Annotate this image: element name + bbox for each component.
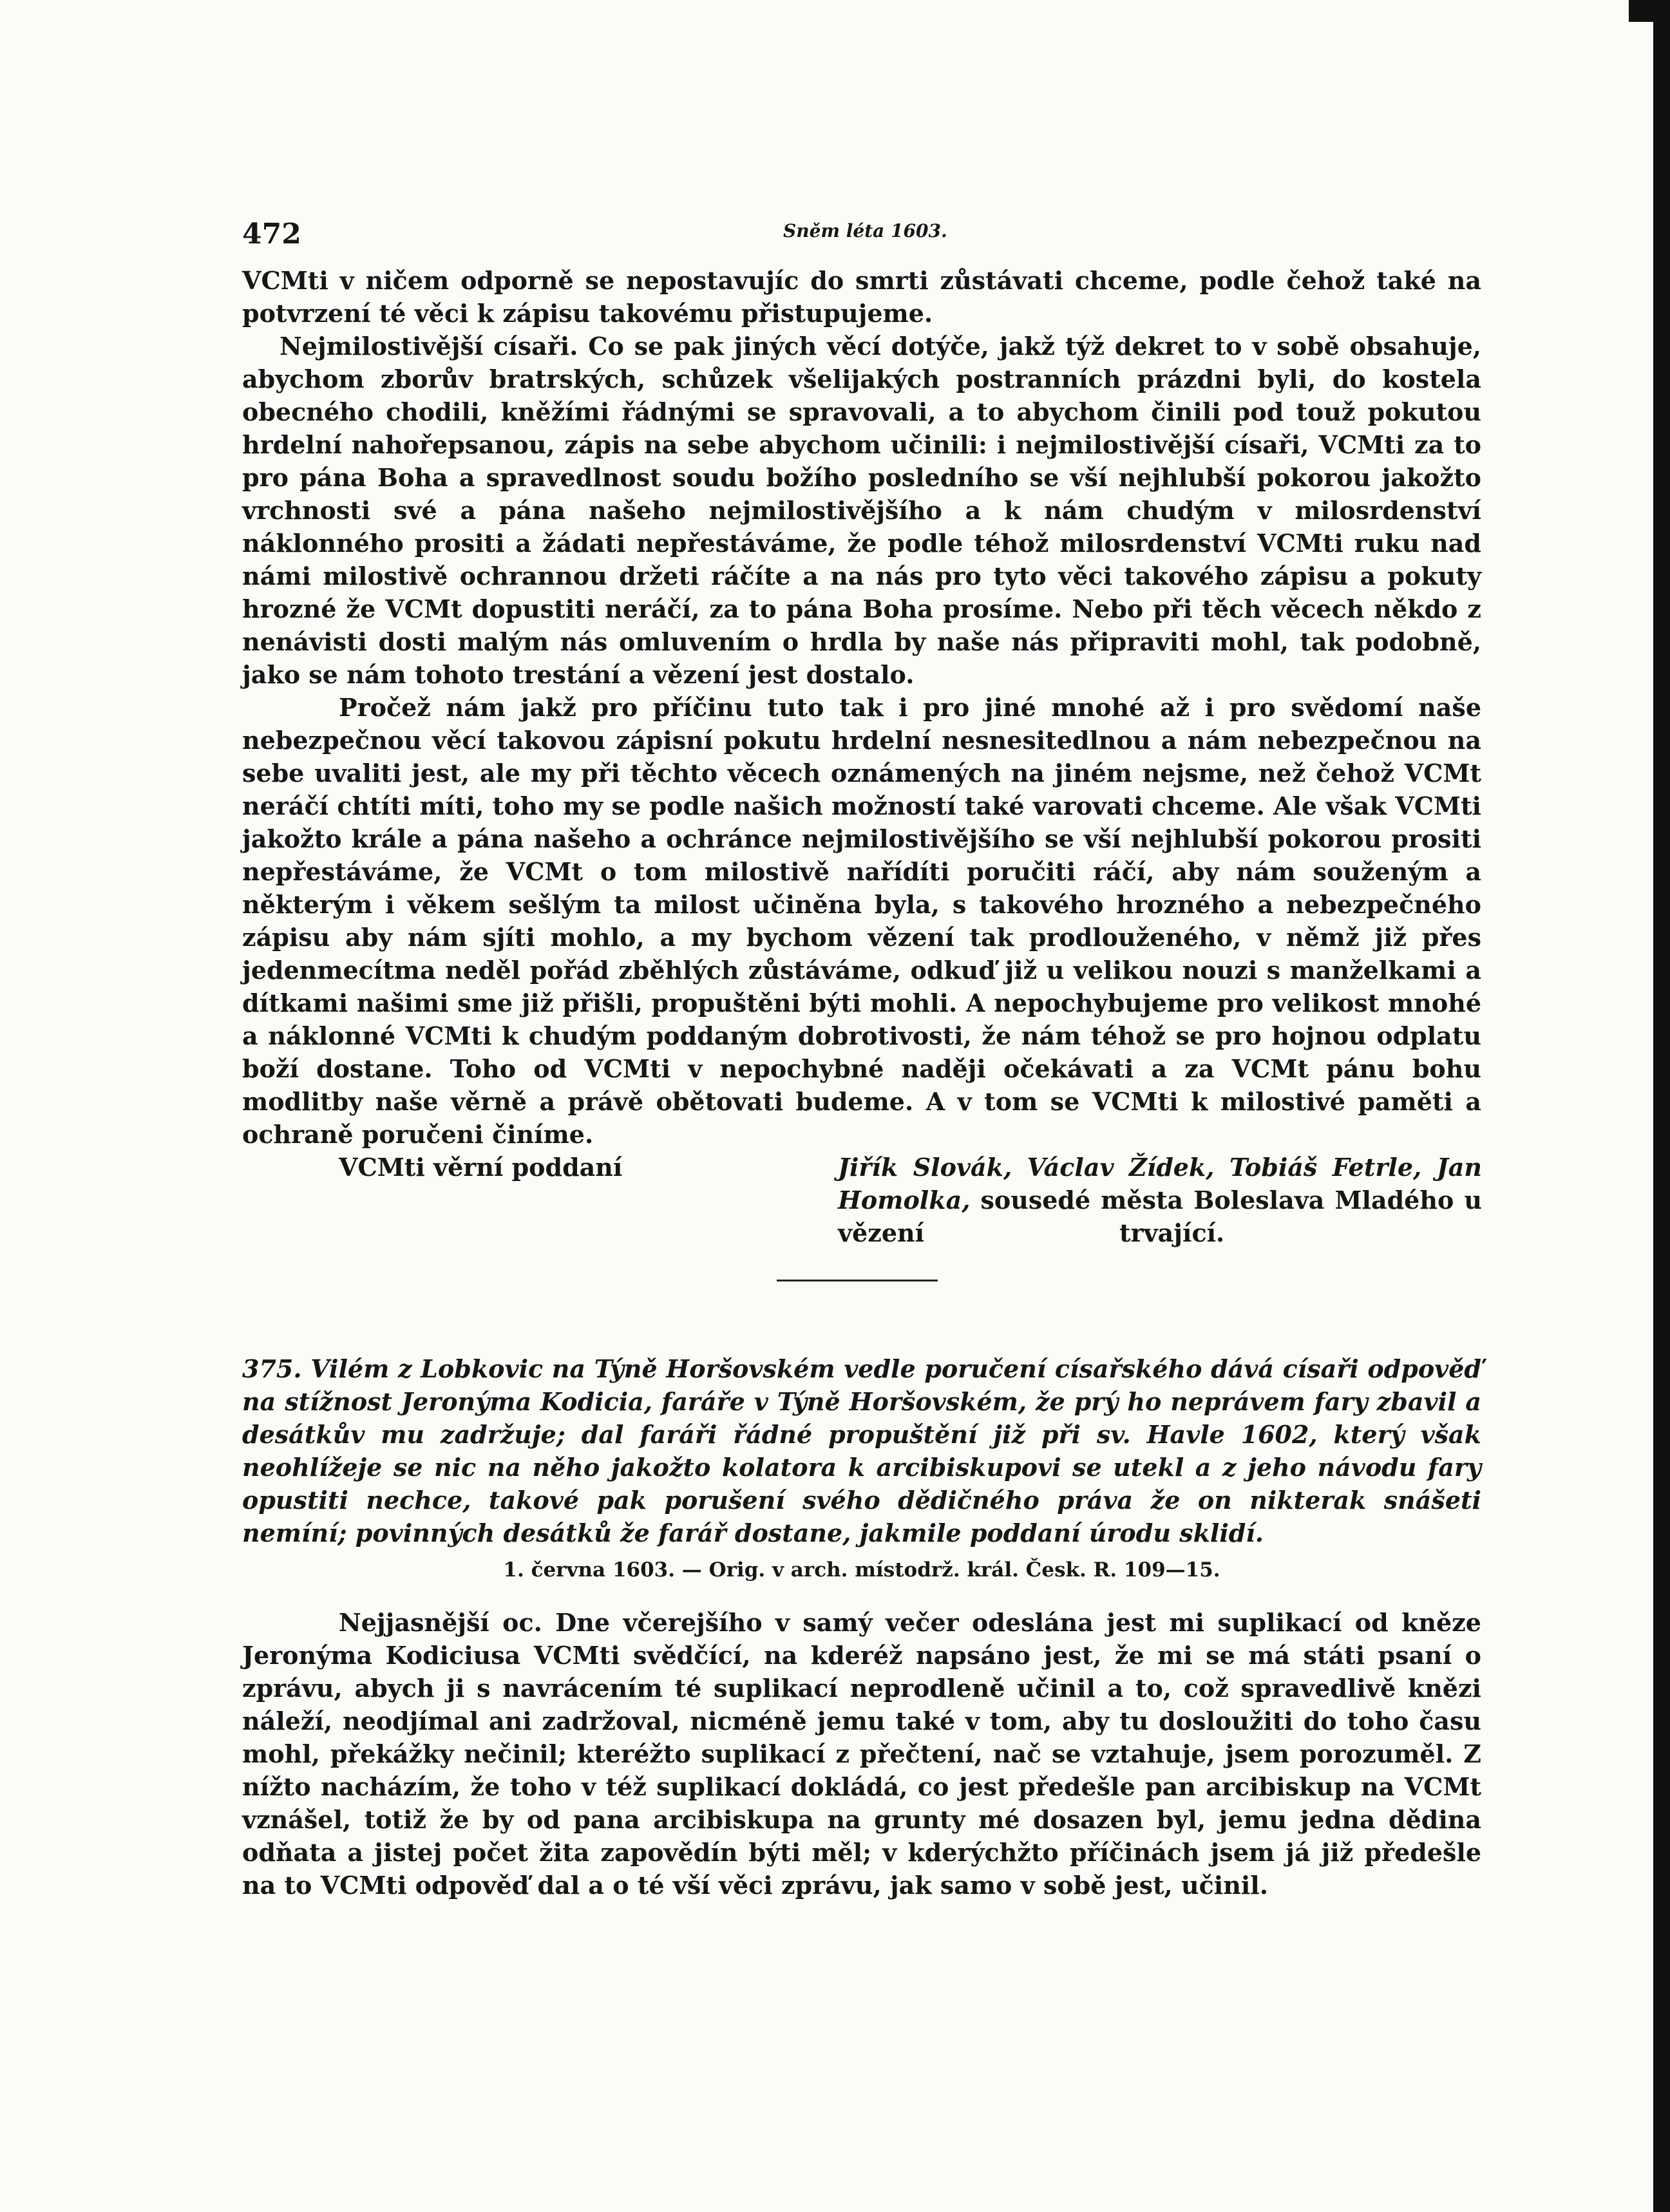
page-number: 472 (242, 218, 301, 251)
entry-summary: 375. Vilém z Lobkovic na Týně Horšovském vedle poručení císařského dává císaři odpověď na stížnost Jeronýma Kodicia, faráře v Týně Horšovském, že prý ho neprávem fary zbavil a desátkův mu zadržuje; dal faráři řádné propuštění již při sv. Havle 1602, který však neohlížeje se nic na něho jakožto kolatora k arcibiskupovi se utekl a z jeho návodu fary opustiti nechce, takové pak porušení svého dědičného práva že on nikterak snášeti nemíní; povinných desátků že farář dostane, jakmile poddaní úrodu sklidí. (242, 1354, 1481, 1547)
running-head: Sněm léta 1603. (783, 220, 947, 241)
signature-block (242, 1151, 1481, 1254)
paragraph: Nejmilostivější císaři. Co se pak jiných věcí dotýče, jakž týž dekret to v sobě obsahuje, abychom zborův bratrských, schůzek všelijakých postranních prázdni byli, do kostela obecného chodili, kněžími řádnými se spravovali, a to abychom činili pod touž pokutou hrdelní nahořepsanou, zápis na sebe abychom učinili: i nejmilostivější císaři, VCMti za to pro pána Boha a spravedlnost soudu božího posledního se vší nejhlubší pokorou jakožto vrchnosti své a pána našeho nejmilostivějšího a k nám chudým v milosrdenství náklonného prositi a žádati nepřestáváme, že podle téhož milosrdenství VCMti ruku nad námi milostivě ochrannou držeti ráčíte a na nás pro tyto věci takového zápisu a pokuty hrozné že VCMt dopustiti neráčí, za to pána Boha prosíme. Nebo při těch věcech někdo z nenávisti dosti malým nás omluvením o hrdla by naše nás připraviti mohl, tak podobně, jako se nám tohoto trestání a vězení jest dostalo. (242, 332, 1481, 689)
page-content (242, 206, 1481, 1902)
letter-continuation (242, 264, 1481, 1254)
scan-corner-shadow (1629, 0, 1670, 22)
signature-description: sousedé města Boleslava Mladého u vězení (838, 1186, 1482, 1247)
section-divider (777, 1280, 938, 1281)
entry-body: Nejjasnější oc. Dne včerejšího v samý večer odeslána jest mi suplikací od kněze Jeronýma Kodiciusa VCMti svědčící, na kderéž napsáno jest, že mi se má státi psaní o zprávu, abych ji s navrácením té suplikací neprodleně učinil a to, což spravedlivě knězi náleží, neodjímal ani zadržoval, nicméně jemu také v tom, aby tu dosloužiti do toho času mohl, překážky nečinil; kteréžto suplikací z přečtení, nač se vztahuje, jsem porozuměl. Z nížto nacházím, že toho v též suplikací dokládá, co jest předešle pan arcibiskup na VCMt vznášel, totiž že by od pana arcibiskupa na grunty mé dosazen byl, jemu jedna dědina odňata a jistej počet žita zapovědín býti měl; v kderýchžto příčinách jsem já již předešle na to VCMti odpověď dal a o té vší věci zprávu, jak samo v sobě jest, učinil. (242, 1608, 1481, 1900)
scan-edge-shadow (1653, 0, 1670, 2212)
paragraph: Pročež nám jakž pro příčinu tuto tak i pro jiné mnohé až i pro svědomí naše nebezpečnou věcí takovou zápisní pokutu hrdelní nesnesitedlnou a nám nebezpečnou na sebe uvaliti jest, ale my při těchto věcech oznámených na jiném nejsme, než čehož VCMt neráčí chtíti míti, toho my se podle našich možností také varovati chceme. Ale však VCMti jakožto krále a pána našeho a ochránce nejmilostivějšího se vší nejhlubší pokorou prositi nepřestáváme, že VCMt o tom milostivě nařídíti poručiti ráčí, aby nám souženým a některým i věkem sešlým ta milost učiněna byla, s takového hrozného a nebezpečného zápisu aby nám sjíti mohlo, a my bychom vězení tak prodlouženého, v němž již přes jedenmecítma neděl pořád zběhlých zůstáváme, odkuď již u velikou nouzi s manželkami a dítkami našimi sme již přišli, propuštěni býti mohli. A nepochybujeme pro velikost mnohé a náklonné VCMti k chudým poddaným dobrotivosti, že nám téhož se pro hojnou odplatu boží dostane. Toho od VCMti v nepochybné naději očekávati a za VCMt pánu bohu modlitby naše věrně a právě obětovati budeme. A v tom se VCMti k milostivé paměti a ochraně poručeni činíme. (242, 693, 1481, 1149)
signature-salutation: VCMti věrní poddaní (339, 1153, 623, 1182)
entry-375 (242, 1352, 1481, 1902)
page-header (242, 206, 1481, 264)
signature-names: Jiřík Slovák, Václav Žídek, Tobiáš Fetrle, Jan Homolka, (838, 1153, 1482, 1215)
paragraph: VCMti v ničem odporně se nepostavujíc do smrti zůstávati chceme, podle čehož také na potvrzení té věci k zápisu takovému přistupujeme. (242, 266, 1481, 328)
signature-tail: trvající. (1119, 1218, 1225, 1247)
entry-source-citation: 1. června 1603. — Orig. v arch. místodrž. král. Česk. R. 109—15. (503, 1558, 1220, 1582)
